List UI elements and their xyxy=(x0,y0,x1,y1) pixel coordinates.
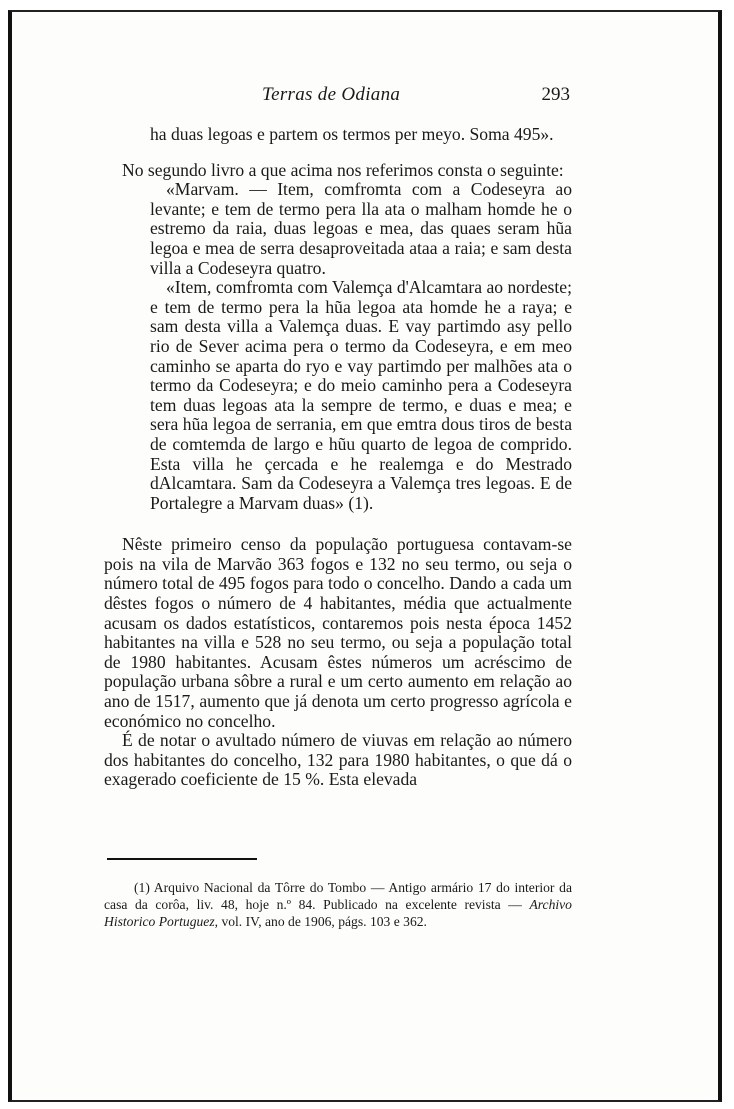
running-title: Terras de Odiana xyxy=(262,84,401,105)
footnote-text-end: , vol. IV, ano de 1906, págs. 103 e 362. xyxy=(214,914,427,929)
quote-paragraph-item: «Item, comfromta com Valemça d'Alcamtara ao nordeste; e tem de termo pera la hũa legoa ata homde he a raya; e sam desta villa a Valemça duas. E vay partimdo asy pello rio de Sever acima pera o termo da Codeseyra, e em meo caminho se aparta do ryo e vay partimdo per malhões ata o termo da Codeseyra; e do meio caminho pera a Codeseyra tem duas legoas ata la sempre de termo, e duas e mea; e sera hũa legoa de serrania, em que emtra dous tiros de besta de comtemda de largo e hũu quarto de legoa de comprido. Esta villa he çercada e he realemga e do Mestrado dAlcamtara. Sam da Codeseyra a Valemça tres legoas. E de Portalegre a Marvam duas» (1). xyxy=(150,277,572,513)
footnote xyxy=(104,879,572,930)
footnote-text: (1) Arquivo Nacional da Tôrre do Tombo — Antigo armário 17 do interior da casa da corôa, liv. 48, hoje n.º 84. Publicado na excelente revista — xyxy=(104,880,572,912)
census-paragraph: Nêste primeiro censo da população portuguesa contavam-se pois na vila de Marvão 363 fogos e 132 no seu termo, ou seja o número total de 495 fogos para todo o concelho. Dando a cada um dêstes fogos o número de 4 habitantes, média que actualmente acusam os dados estatísticos, contaremos pois nesta época 1452 habitantes na villa e 528 no seu termo, ou seja a população total de 1980 habitantes. Acusam êstes números um acréscimo de população urbana sôbre a rural e um certo aumento em relação ao ano de 1517, aumento que já denota um certo progresso agrícola e económico no concelho. xyxy=(104,534,572,731)
intro-paragraph: No segundo livro a que acima nos referimos consta o seguinte: xyxy=(122,159,564,180)
page-number: 293 xyxy=(541,84,570,105)
body-text xyxy=(104,125,572,790)
running-header xyxy=(100,84,570,114)
quoted-document xyxy=(104,180,572,513)
footnote-source-title: Archivo Historico Portuguez xyxy=(104,897,572,929)
continuation-paragraph: ha duas legoas e partem os termos per meyo. Soma 495». xyxy=(150,124,554,144)
quote-paragraph-marvam: «Marvam. — Item, comfromta com a Codeseyra ao levante; e tem de termo pera lla ata o malham homde he o estremo da raia, duas legoas e mea, das quaes seram hũa legoa e mea de serra desaproveitada ataa a raia; e sam desta villa a Codeseyra quatro. xyxy=(150,179,572,278)
footnote-rule xyxy=(107,858,257,860)
widows-paragraph: É de notar o avultado número de viuvas em relação ao número dos habitantes do concelho, 132 para 1980 habitantes, o que dá o exagerado coeficiente de 15 %. Esta elevada xyxy=(104,730,572,790)
